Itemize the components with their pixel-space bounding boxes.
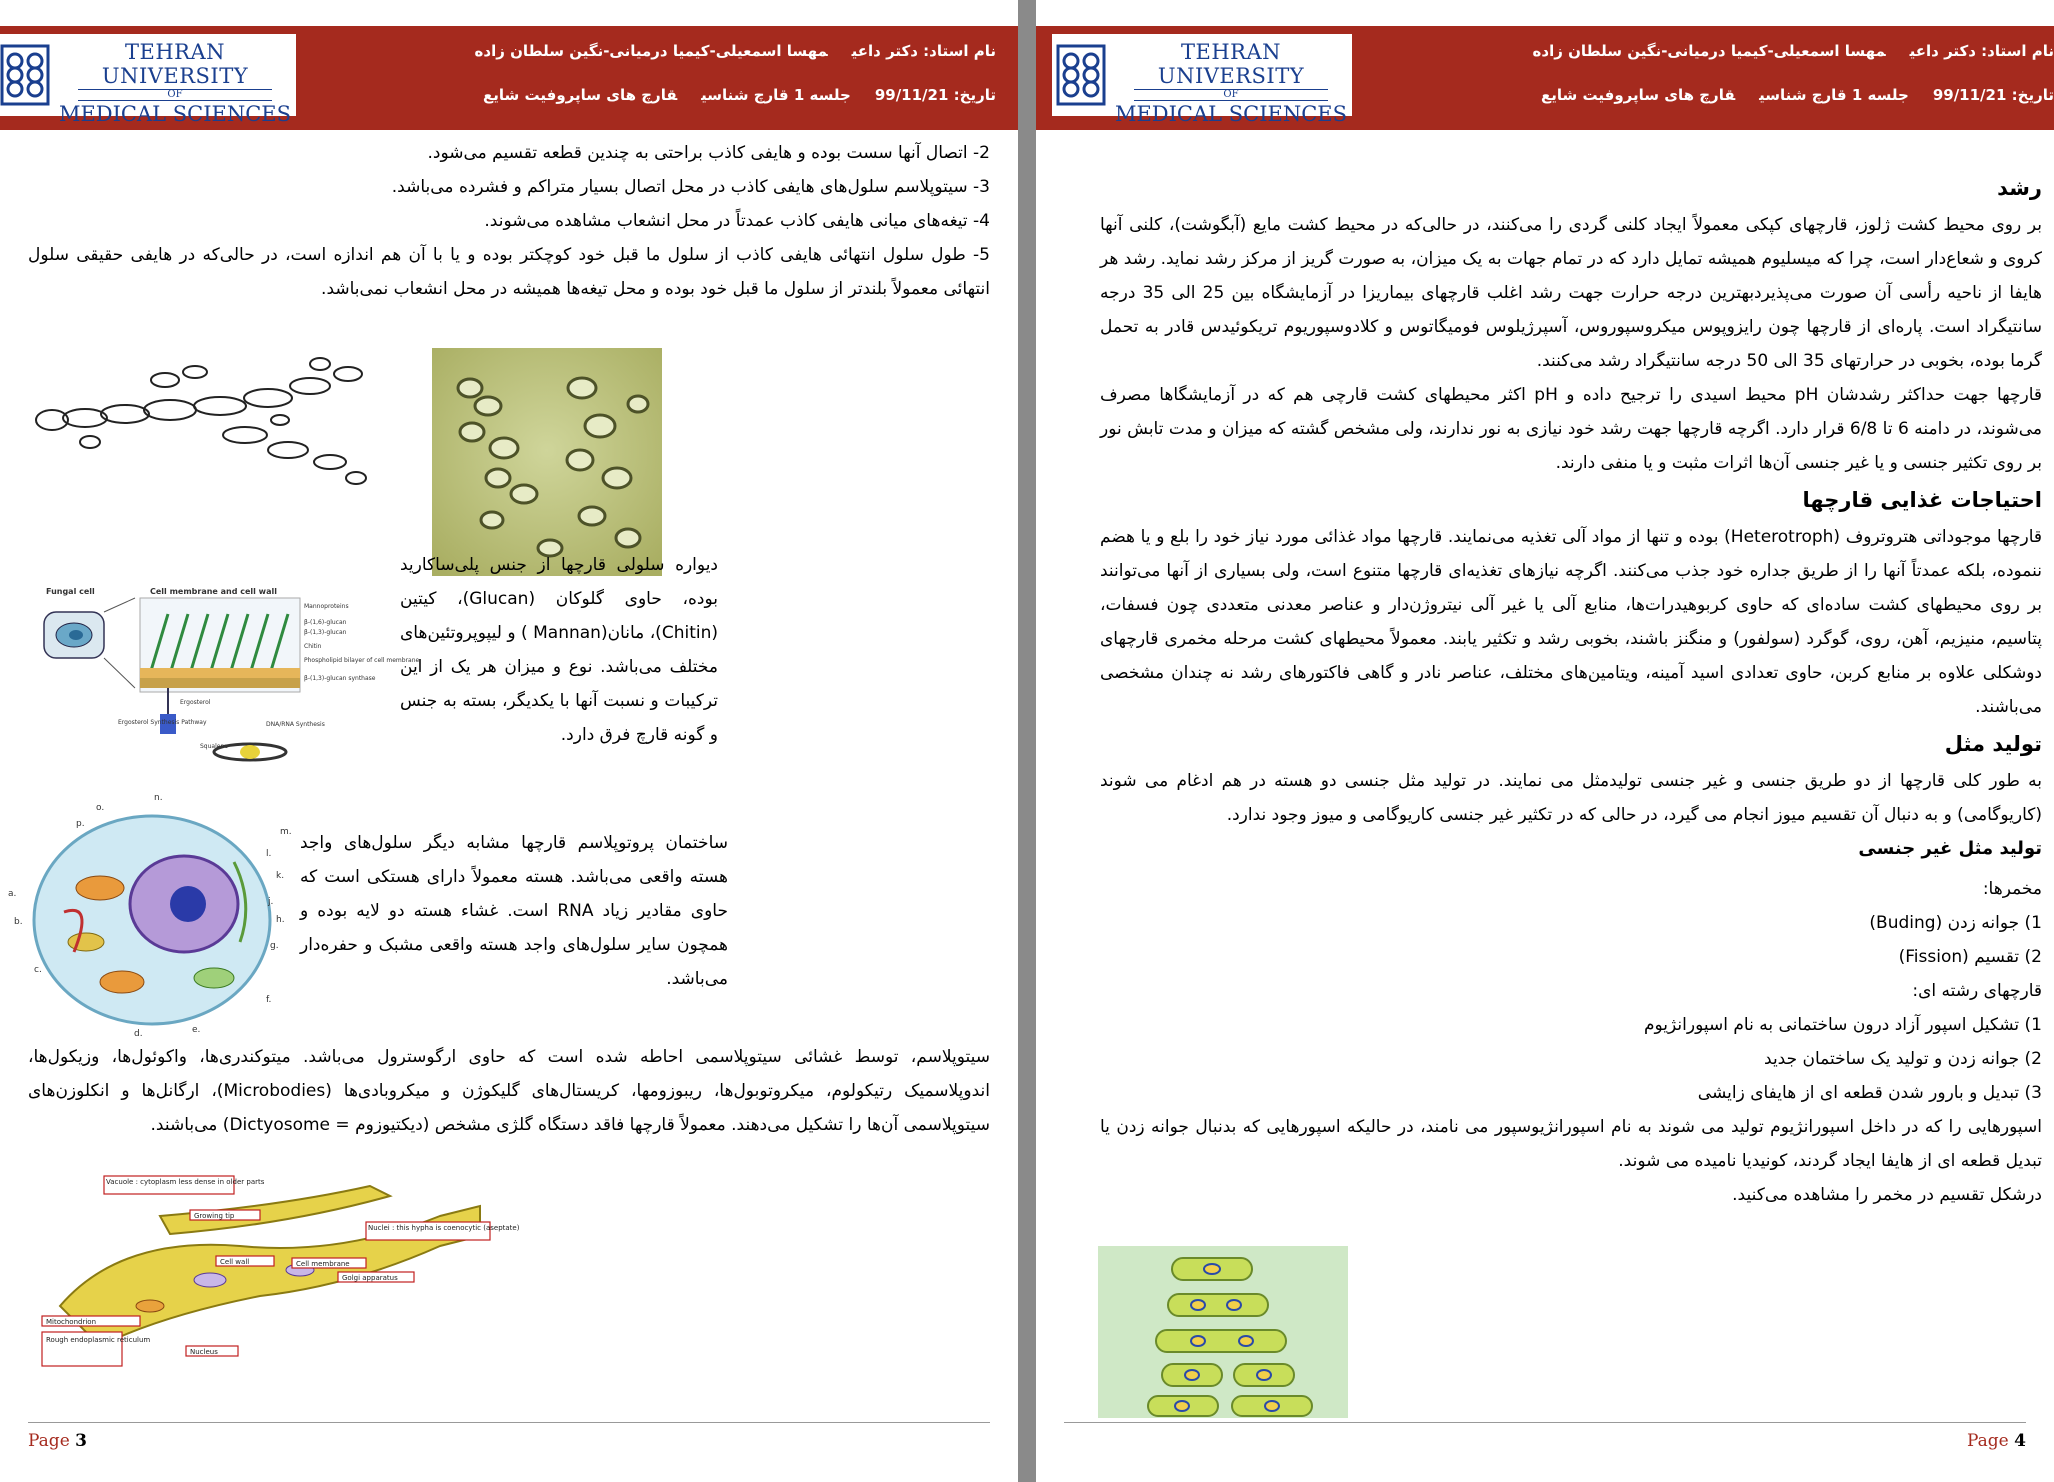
label-mitochondrion: Mitochondrion bbox=[46, 1318, 97, 1326]
date-label: تاریخ: 99/11/21 bbox=[874, 86, 996, 104]
header-line-1 bbox=[1509, 42, 2054, 60]
filamentous-item: 1) تشکیل اسپور آزاد درون ساختمانی به نام اسپورانژیوم bbox=[1644, 1015, 2042, 1035]
spores-paragraph: اسپورهایی را که در داخل اسپورانژیوم تولید می شوند به نام اسپورانژیوسپور می نامند، در حالیکه اسپورهایی که بدنبال جوانه زدن یا تبدیل قطعه ای از هایفا ایجاد گردند، کونیدیا نامیده می شوند. bbox=[1100, 1117, 2042, 1171]
header-line-1 bbox=[451, 42, 996, 60]
cytoplasm-paragraph: سیتوپلاسم، توسط غشائی سیتوپلاسمی احاطه شده است که حاوی ارگوسترول می‌باشد. میتوکندری‌ها، واکوئول‌ها، وزیکول‌ها، اندوپلاسمیک رتیکولوم، میکروتوبول‌ها، ریبوزومها، کریستال‌های گلیکوژن و میکروبادی‌ها (Microbodies)، ارگانل‌ها و انکلوزن‌های سیتوپلاسمی آن‌ها را تشکیل می‌دهند. معمولاً قارچها فاقد دستگاه گلژی مشخص (دیکتیوزوم = Dictyosome) می‌باشند. bbox=[28, 1047, 990, 1135]
authors-label: مهسا اسمعیلی-کیمیا درمیانی-نگین سلطان زاده bbox=[1532, 42, 1886, 60]
page-number bbox=[1967, 1431, 2026, 1451]
header-line-2 bbox=[1517, 86, 2054, 104]
session-label: جلسه 1 قارچ شناسی bbox=[701, 86, 851, 104]
label-vacuole: Vacuole : cytoplasm less dense in older parts bbox=[106, 1178, 265, 1186]
university-emblem-icon bbox=[1056, 44, 1106, 106]
session-label: جلسه 1 قارچ شناسی bbox=[1759, 86, 1909, 104]
cell-wall-paragraph: دیواره سلولی قارچها از جنس پلی‌ساکارید بوده، حاوی گلوکان (Glucan)، کیتین (Chitin)، مانان(Mannan ) و لیپوپروتئین‌های مختلف می‌باشد. نوع و میزان هر یک از این ترکیبات و نسبت آنها با یکدیگر، بسته به جنس و گونه قارچ فرق دارد. bbox=[400, 555, 718, 745]
page-header bbox=[0, 26, 1018, 130]
cell-letter-f: f. bbox=[266, 995, 272, 1005]
label-cell-membrane: Cell membrane bbox=[296, 1260, 350, 1268]
cell-letter-l: l. bbox=[266, 849, 272, 859]
filamentous-item: 2) جوانه زدن و تولید یک ساختمان جدید bbox=[1764, 1049, 2042, 1069]
reproduction-paragraph: به طور کلی قارچها از دو طریق جنسی و غیر جنسی تولیدمثل می نمایند. در تولید مثل جنسی دو هسته در هم ادغام می شوند (کاریوگامی) و به دنبال آن تقسیم میوز انجام می گیرد، در حالی که در تکثیر غیر جنسی کاریوگامی و میوز وجود ندارد. bbox=[1100, 771, 2042, 825]
cell-letter-d: d. bbox=[134, 1029, 143, 1039]
fungal-cell-title: Fungal cell bbox=[46, 587, 95, 596]
text-line: 2- اتصال آنها سست بوده و هایفی کاذب براحتی به چندین قطعه تقسیم می‌شود. bbox=[427, 143, 990, 163]
authors-label: مهسا اسمعیلی-کیمیا درمیانی-نگین سلطان زاده bbox=[474, 42, 828, 60]
pseudohypha-drawing bbox=[30, 350, 370, 490]
page-label: Page bbox=[1966, 1431, 2009, 1451]
document-page-3 bbox=[0, 0, 1018, 1482]
topic-label: قارچ های ساپروفیت شایع bbox=[483, 86, 678, 104]
text-line: 3- سیتوپلاسم سلول‌های هایفی کاذب در محل اتصال بسیار متراکم و فشرده می‌باشد. bbox=[391, 177, 990, 197]
page-number bbox=[28, 1431, 87, 1451]
label-ergosterol: Ergosterol bbox=[180, 699, 211, 706]
filamentous-label: قارچهای رشته ای: bbox=[1912, 981, 2042, 1001]
yeast-fission-image bbox=[1098, 1246, 1348, 1418]
university-logo bbox=[0, 34, 296, 126]
protoplasm-text-block bbox=[300, 826, 728, 996]
page-footer bbox=[28, 1422, 990, 1453]
university-name-of: OF bbox=[78, 89, 272, 101]
cell-letter-k: k. bbox=[276, 871, 285, 881]
university-name bbox=[1114, 40, 1348, 126]
label-ergosterol-pathway: Ergosterol Synthesis Pathway bbox=[118, 719, 207, 726]
label-b16-glucan: β-(1,6)-glucan bbox=[304, 619, 347, 626]
page-header bbox=[1036, 26, 2054, 130]
label-chitin: Chitin bbox=[304, 643, 322, 650]
university-name-line2: MEDICAL SCIENCES bbox=[1114, 102, 1348, 126]
label-cell-wall: Cell wall bbox=[220, 1258, 250, 1266]
eukaryotic-cell-diagram bbox=[4, 792, 294, 1042]
page-number-value: 4 bbox=[2014, 1431, 2026, 1451]
ph-paragraph: قارچها جهت حداکثر رشدشان pH محیط اسیدی را ترجیح داده و pH اکثر محیطهای کشت قارچی هم که در آزمایشگاها مصرف می‌شوند، در دامنه 6 تا 6/8 قرار دارد. اگرچه قارچها جهت رشد خود نیازی به نور ندارند، ولی مشخص گشته که میزان و مدت تابش نور بر روی تکثیر جنسی و یا غیر جنسی آن‌ها اثرات مثبت و یا منفی دارند. bbox=[1100, 385, 2042, 473]
university-name-line2: MEDICAL SCIENCES bbox=[58, 102, 292, 126]
university-name-of: OF bbox=[1134, 89, 1328, 101]
date-label: تاریخ: 99/11/21 bbox=[1932, 86, 2054, 104]
label-b13-glucan: β-(1,3)-glucan bbox=[304, 629, 347, 636]
filamentous-item: 3) تبدیل و بارور شدن قطعه ای از هایفای زایشی bbox=[1697, 1083, 2042, 1103]
hypha-structure-diagram bbox=[40, 1176, 520, 1368]
page-3-content bbox=[28, 136, 990, 306]
cell-letter-j: j. bbox=[268, 897, 274, 907]
cell-letter-g: g. bbox=[270, 941, 279, 951]
protoplasm-paragraph: ساختمان پروتوپلاسم قارچها مشابه دیگر سلول‌های واجد هسته واقعی می‌باشد. هسته معمولاً دارای هستکی است که حاوی مقادیر زیاد RNA است. غشاء هسته دو لایه بوده و همچون سایر سلول‌های واجد هسته واقعی مشبک و حفره‌دار می‌باشد. bbox=[300, 833, 728, 989]
cell-wall-text-block bbox=[400, 548, 718, 752]
label-rough-er: Rough endoplasmic reticulum bbox=[46, 1336, 151, 1344]
university-name-line1: TEHRAN UNIVERSITY bbox=[101, 40, 249, 88]
yeast-item: 2) تقسیم (Fission) bbox=[1898, 947, 2042, 967]
cell-wall-diagram bbox=[40, 584, 420, 770]
cell-letter-p: p. bbox=[76, 819, 85, 829]
professor-label: نام استاد: دکتر داعی bbox=[1909, 42, 2054, 60]
label-nuclei: Nuclei : this hypha is coenocytic (aseptate) bbox=[368, 1224, 520, 1232]
label-nucleus: Nucleus bbox=[190, 1348, 218, 1356]
professor-label: نام استاد: دکتر داعی bbox=[851, 42, 996, 60]
cell-letter-m: m. bbox=[280, 827, 292, 837]
label-squalene: Squalene bbox=[200, 743, 228, 750]
cell-letter-h: h. bbox=[276, 915, 285, 925]
yeast-item: 1) جوانه زدن (Buding) bbox=[1869, 913, 2042, 933]
cell-membrane-wall-title: Cell membrane and cell wall bbox=[150, 587, 277, 596]
cell-letter-n: n. bbox=[154, 793, 163, 803]
cell-letter-b: b. bbox=[14, 917, 23, 927]
cell-letter-c: c. bbox=[34, 965, 42, 975]
fission-caption: درشکل تقسیم در مخمر را مشاهده می‌کنید. bbox=[1732, 1185, 2042, 1205]
text-line: 4- تیغه‌های میانی هایفی کاذب عمدتاً در محل انشعاب مشاهده می‌شوند. bbox=[484, 211, 990, 231]
document-page-4 bbox=[1036, 0, 2054, 1482]
cytoplasm-text-block bbox=[28, 1040, 990, 1142]
header-line-2 bbox=[459, 86, 996, 104]
reproduction-heading: تولید مثل bbox=[1944, 732, 2042, 756]
page-label: Page bbox=[28, 1431, 70, 1451]
label-phospholipid: Phospholipid bilayer of cell membrane bbox=[304, 657, 420, 664]
page-number-value: 3 bbox=[75, 1431, 88, 1451]
cell-letter-o: o. bbox=[96, 803, 105, 813]
cell-letter-e: e. bbox=[192, 1025, 201, 1035]
university-logo bbox=[1052, 34, 1352, 126]
page-4-content bbox=[1100, 168, 2042, 1212]
growth-paragraph: بر روی محیط کشت ژلوز، قارچهای کپکی معمولاً ایجاد کلنی گردی را می‌کنند، در حالی‌که در محیط کشت مایع (آبگوشت)، کلنی آنها کروی و شعاع‌دار است، چرا که میسلیوم همیشه تمایل دارد که در تمام جهات به یک میزان، به صورت گریز از مرکز رشد نماید. رشد هر هایفا از ناحیه رأسی آن صورت می‌پذیردبهترین درجه حرارت جهت رشد اغلب قارچهای بیماریزا در آزمایشگاه بین 25 الی 35 درجه سانتیگراد است. پاره‌ای از قارچها چون رایزوپوس میکروسپوروس، آسپرژیلوس فومیگاتوس و کلادوسپوریوم تریکوئیدس قادر به تحمل گرما بوده، بخوبی در حرارتهای 35 الی 50 درجه سانتیگراد رشد می‌کنند. bbox=[1100, 215, 2042, 371]
university-name-line1: TEHRAN UNIVERSITY bbox=[1157, 40, 1305, 88]
yeast-micrograph-image bbox=[432, 348, 662, 576]
nutrition-heading: احتیاجات غذایی قارچها bbox=[1802, 488, 2042, 512]
nutrition-paragraph: قارچها موجوداتی هتروتروف (Heterotroph) بوده و تنها از مواد آلی تغذیه می‌نمایند. قارچها مواد غذائی مورد نیاز خود را بلع و یا هضم ننموده، بلکه عمدتاً آنها را از طریق جداره خود جذب می‌کنند. اگرچه نیازهای تغذیه‌ای قارچها متنوع است، ولی بسیاری از آنها می‌توانند بر روی محیطهای کشت ساده‌ای که حاوی کربوهیدرات‌ها، منابع آلی یا غیر آلی نیتروژن‌دار و عناصر معدنی متعددی چون فسفات، پتاسیم، منیزیم، آهن، روی، گوگرد (سولفور) و منگنز باشند، بخوبی رشد و تکثیر یابند. معمولاً محیطهای کشت مرحله مخمری قارچهای دوشکلی علاوه بر منابع کربن، حاوی تعدادی اسید آمینه، ویتامین‌های مختلف، عناصر نادر و گاهی فاکتورهای رشد نه چندان مشخصی می‌باشند. bbox=[1100, 527, 2042, 717]
label-growing-tip: Growing tip bbox=[194, 1212, 235, 1220]
label-golgi-apparatus: Golgi apparatus bbox=[342, 1274, 398, 1282]
asexual-heading: تولید مثل غیر جنسی bbox=[1858, 838, 2042, 859]
university-name bbox=[58, 40, 292, 126]
growth-heading: رشد bbox=[1997, 176, 2042, 200]
yeasts-label: مخمرها: bbox=[1982, 879, 2042, 899]
cell-letter-a: a. bbox=[8, 889, 17, 899]
topic-label: قارچ های ساپروفیت شایع bbox=[1541, 86, 1736, 104]
page-footer bbox=[1064, 1422, 2026, 1453]
label-mannoproteins: Mannoproteins bbox=[304, 603, 349, 610]
label-glucan-synthase: β-(1,3)-glucan synthase bbox=[304, 675, 376, 682]
university-emblem-icon bbox=[0, 44, 50, 106]
label-dna-rna-synthesis: DNA/RNA Synthesis bbox=[266, 721, 325, 728]
text-line: 5- طول سلول انتهائی هایفی کاذب از سلول ما قبل خود کوچکتر بوده و یا با آن هم اندازه است، در حالی‌که در هایفی حقیقی سلول انتهائی معمولاً بلندتر از سلول ما قبل خود بوده و محل تیغه‌ها همیشه در محل انشعاب نمی‌باشد. bbox=[28, 245, 990, 299]
